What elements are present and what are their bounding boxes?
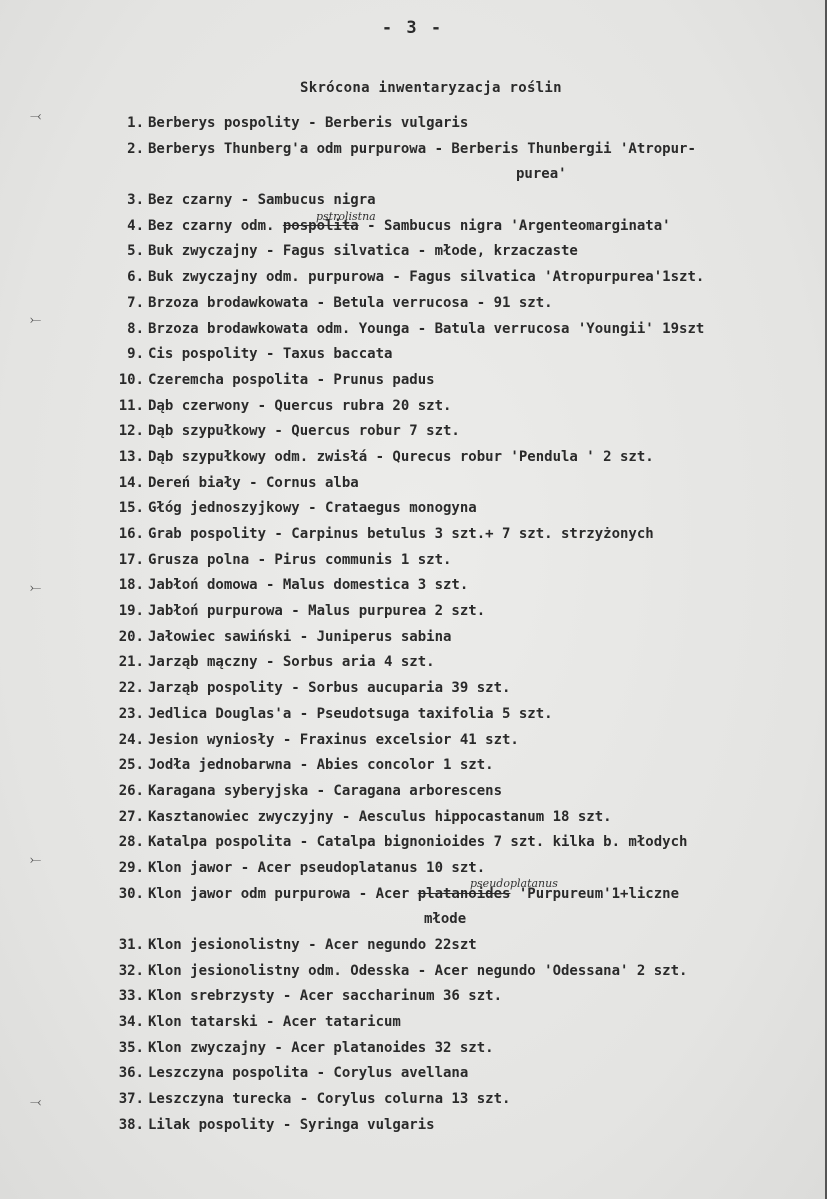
list-item: 17. Grusza polna - Pirus communis 1 szt. [118, 551, 452, 568]
page-title: Skrócona inwentaryzacja roślin [300, 80, 562, 96]
list-item: 28. Katalpa pospolita - Catalpa bignonioides 7 szt. kilka b. młodych [118, 834, 688, 851]
plant-inventory-list [0, 114, 827, 1142]
list-item: 9. Cis pospolity - Taxus baccata [127, 346, 393, 363]
list-item: 30. Klon jawor odm purpurowa - Acer platanoides 'Purpureum'1+liczne pseudoplatanus [118, 876, 680, 902]
list-item: 26. Karagana syberyjska - Caragana arborescens [118, 782, 503, 799]
list-item: 19. Jabłoń purpurowa - Malus purpurea 2 szt. [118, 603, 486, 620]
list-item: 11. Dąb czerwony - Quercus rubra 20 szt. [118, 397, 452, 414]
page-number: - 3 - [381, 18, 444, 38]
list-item: 25. Jodła jednobarwna - Abies concolor 1 szt. [118, 757, 494, 774]
handwritten-correction: pstrolistna [316, 209, 376, 223]
list-item: 14. Dereń biały - Cornus alba [118, 474, 359, 491]
list-item: 21. Jarząb mączny - Sorbus aria 4 szt. [118, 654, 435, 671]
list-item: 10. Czeremcha pospolita - Prunus padus [118, 371, 435, 388]
list-item: 2. Berberys Thunberg'a odm purpurowa - Berberis Thunbergii 'Atropur- [127, 140, 696, 157]
list-item: 1. Berberys pospolity - Berberis vulgaris [127, 115, 469, 131]
list-item: 24. Jesion wyniosły - Fraxinus excelsior 41 szt. [118, 731, 519, 748]
struck-word: pospolita [282, 217, 359, 234]
list-item: 12. Dąb szypułkowy - Quercus robur 7 szt. [118, 423, 460, 440]
list-item: 22. Jarząb pospolity - Sorbus aucuparia 39 szt. [118, 680, 511, 697]
list-item: 34. Klon tatarski - Acer tataricum [118, 1014, 401, 1031]
list-item: 23. Jedlica Douglas'a - Pseudotsuga taxifolia 5 szt. [118, 705, 553, 722]
list-item: 32. Klon jesionolistny odm. Odesska - Acer negundo 'Odessana' 2 szt. [118, 962, 688, 979]
list-item: 37. Leszczyna turecka - Corylus colurna 13 szt. [118, 1091, 511, 1108]
struck-word: platanoides [417, 885, 511, 902]
list-item: 7. Brzoza brodawkowata - Betula verrucosa - 91 szt. [127, 294, 553, 311]
list-item: 36. Leszczyna pospolita - Corylus avellana [118, 1065, 469, 1082]
margin-tick-mark: ⤙ [30, 1094, 42, 1110]
list-item: 16. Grab pospolity - Carpinus betulus 3 szt.+ 7 szt. strzyżonych [118, 526, 654, 542]
margin-tick-mark: ⤚ [30, 852, 42, 868]
list-item: 33. Klon srebrzysty - Acer saccharinum 36 szt. [118, 988, 503, 1005]
list-item: 13. Dąb szypułkowy odm. zwisłá - Qurecus robur 'Pendula ' 2 szt. [118, 448, 654, 465]
margin-tick-mark: ⤙ [30, 108, 42, 124]
list-item: 35. Klon zwyczajny - Acer platanoides 32 szt. [118, 1039, 494, 1056]
list-item: 38. Lilak pospolity - Syringa vulgaris [118, 1116, 435, 1133]
list-item: 5. Buk zwyczajny - Fagus silvatica - młode, krzaczaste [127, 243, 578, 260]
list-item: 6. Buk zwyczajny odm. purpurowa - Fagus silvatica 'Atropurpurea'1szt. [127, 269, 705, 286]
list-item-continuation: purea' [516, 166, 567, 183]
list-item: 15. Głóg jednoszyjkowy - Crataegus monogyna [118, 500, 477, 517]
list-item: 3. Bez czarny - Sambucus nigra [127, 192, 376, 209]
list-item: 31. Klon jesionolistny - Acer negundo 22szt [118, 937, 477, 953]
list-item-continuation: młode [424, 911, 467, 928]
margin-tick-mark: ⤚ [30, 312, 42, 328]
list-item: 29. Klon jawor - Acer pseudoplatanus 10 szt. [118, 859, 486, 876]
list-item: 20. Jałowiec sawiński - Juniperus sabina [118, 628, 452, 645]
list-item: 18. Jabłoń domowa - Malus domestica 3 szt. [118, 577, 469, 594]
list-item: 8. Brzoza brodawkowata odm. Younga - Batula verrucosa 'Youngii' 19szt [127, 320, 705, 337]
handwritten-correction: pseudoplatanus [470, 876, 558, 890]
list-item: 4. Bez czarny odm. pospolita - Sambucus nigra 'Argenteomarginata' pstrolistna [127, 209, 671, 234]
list-item: 27. Kasztanowiec zwyczyjny - Aesculus hippocastanum 18 szt. [118, 808, 612, 825]
margin-tick-mark: ⤚ [30, 580, 42, 596]
